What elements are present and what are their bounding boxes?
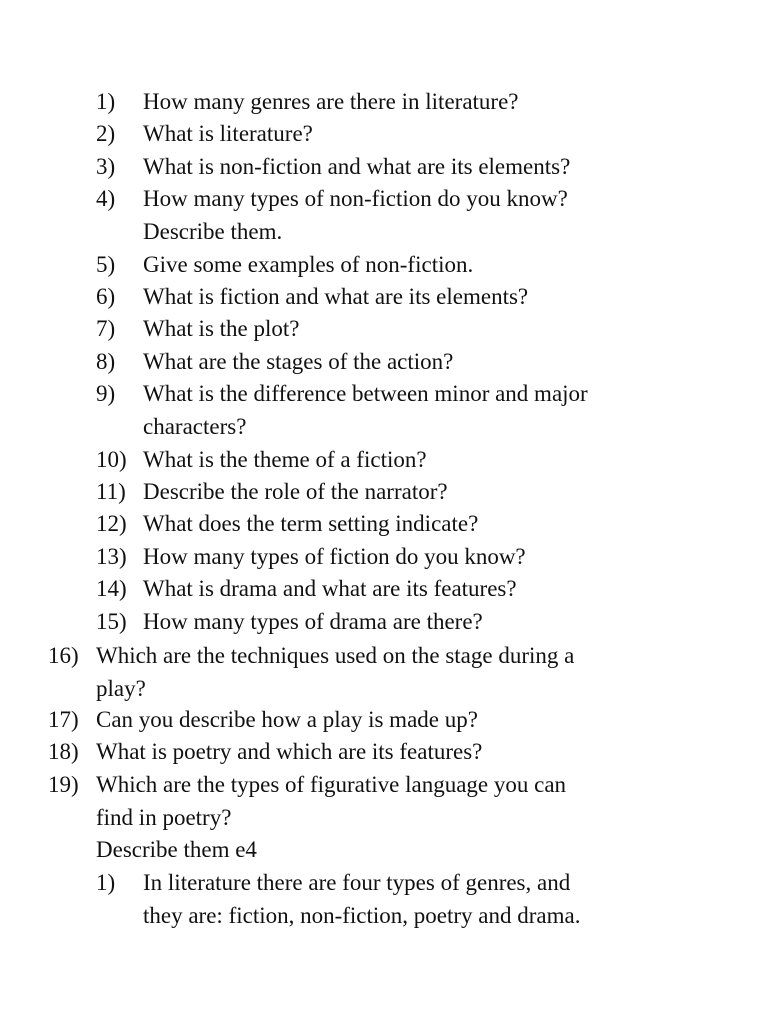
question-line: What does the term setting indicate? <box>143 511 479 536</box>
question-line: find in poetry? <box>96 804 232 830</box>
question-text <box>96 704 478 737</box>
question-text <box>143 249 473 282</box>
question-text <box>143 606 483 639</box>
question-number: 4) <box>96 186 116 211</box>
question-line: play? <box>96 675 146 701</box>
question-number: 9) <box>96 381 116 406</box>
question-line: Describe the role of the narrator? <box>143 479 448 504</box>
question-text <box>143 313 300 346</box>
question-text <box>143 476 448 509</box>
question-text <box>143 346 453 379</box>
question-line: How many types of drama are there? <box>143 609 483 634</box>
question-number: 2) <box>96 121 116 146</box>
answer-line: they are: fiction, non-fiction, poetry and drama. <box>143 902 581 928</box>
question-number: 5) <box>96 252 116 277</box>
question-line: Can you describe how a play is made up? <box>96 707 478 732</box>
question-line: What are the stages of the action? <box>143 349 454 374</box>
question-line: How many types of non-fiction do you know? <box>143 186 568 211</box>
question-line: How many genres are there in literature? <box>143 89 519 114</box>
question-text <box>96 640 574 705</box>
question-line: characters? <box>143 413 247 439</box>
question-number: 14) <box>96 576 127 601</box>
question-line: What is drama and what are its features? <box>143 576 517 601</box>
question-text <box>143 183 568 248</box>
question-line: What is the difference between minor and major <box>143 381 588 406</box>
question-text <box>143 86 519 119</box>
question-number: 1) <box>96 89 116 114</box>
question-number: 3) <box>96 154 116 179</box>
question-number: 11) <box>96 479 126 504</box>
question-text <box>143 378 588 443</box>
question-number: 13) <box>96 544 127 569</box>
question-text <box>143 118 313 151</box>
question-number: 17) <box>48 707 79 732</box>
question-number: 19) <box>48 772 79 797</box>
question-line: What is literature? <box>143 121 313 146</box>
question-number: 12) <box>96 511 127 536</box>
question-line: Give some examples of non-fiction. <box>143 252 474 277</box>
question-line: Describe them e4 <box>96 837 257 863</box>
question-text <box>96 769 566 867</box>
question-line: What is the theme of a fiction? <box>143 447 427 472</box>
question-line: What is non-fiction and what are its elements? <box>143 154 571 179</box>
question-line: Which are the techniques used on the stage during a <box>96 643 575 668</box>
question-line: What is poetry and which are its features? <box>96 739 483 764</box>
question-text <box>143 281 528 314</box>
answer-number: 1) <box>96 870 116 895</box>
answer-line: In literature there are four types of genres, and <box>143 870 571 895</box>
question-number: 7) <box>96 316 116 341</box>
question-line: What is fiction and what are its elements? <box>143 284 529 309</box>
question-number: 15) <box>96 609 127 634</box>
question-text <box>143 573 517 606</box>
question-number: 18) <box>48 739 79 764</box>
question-text <box>143 444 427 477</box>
question-number: 6) <box>96 284 116 309</box>
question-number: 10) <box>96 447 127 472</box>
question-line: Describe them. <box>143 218 283 244</box>
question-line: How many types of fiction do you know? <box>143 544 526 569</box>
answer-text <box>143 867 580 932</box>
question-text <box>96 736 482 769</box>
question-number: 16) <box>48 643 79 668</box>
question-text <box>143 508 478 541</box>
question-line: Which are the types of figurative language you can <box>96 772 567 797</box>
question-text <box>143 151 570 184</box>
question-number: 8) <box>96 349 116 374</box>
question-text <box>143 541 526 574</box>
question-line: What is the plot? <box>143 316 300 341</box>
